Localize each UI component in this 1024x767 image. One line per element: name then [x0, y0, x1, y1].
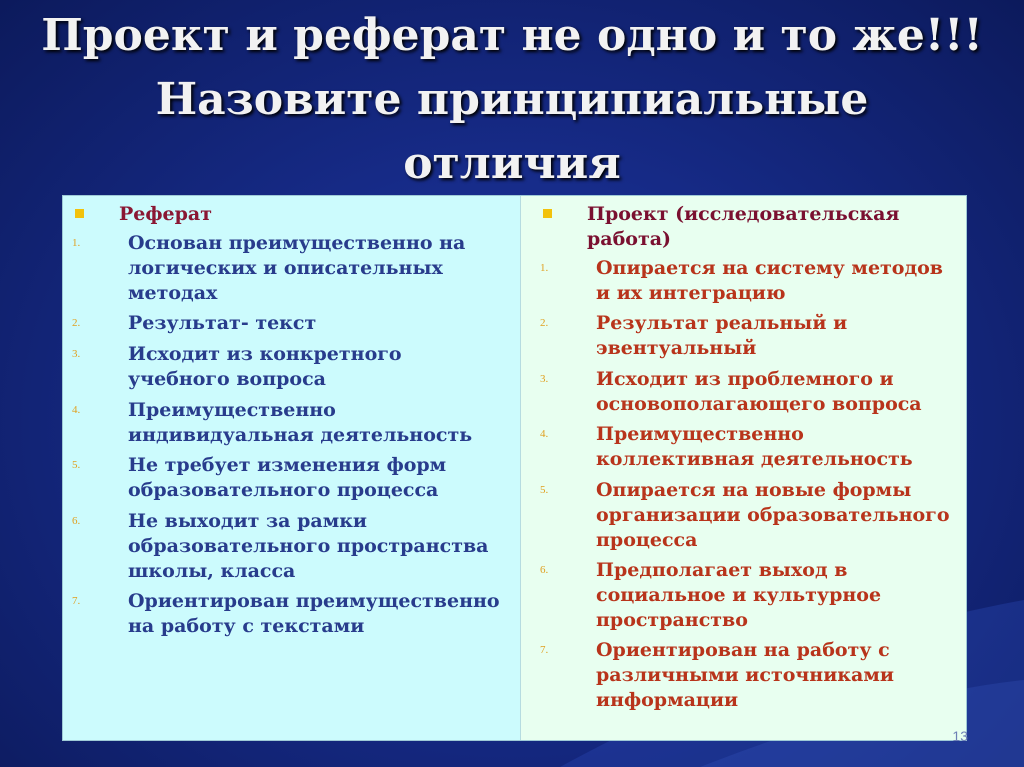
list-item — [531, 311, 961, 361]
list-item — [531, 638, 961, 713]
project-heading-row — [531, 202, 961, 252]
item-text: Опирается на систему методов и их интеграцию — [596, 257, 944, 304]
list-item — [531, 478, 961, 553]
item-number: 4. — [540, 428, 549, 440]
list-item — [63, 231, 503, 306]
item-number: 7. — [540, 644, 549, 656]
item-text: Преимущественно коллективная деятельность — [596, 423, 913, 470]
list-item — [531, 256, 961, 306]
item-text: Исходит из проблемного и основополагающего вопроса — [596, 368, 922, 415]
item-text: Результат- текст — [128, 312, 317, 334]
list-item — [531, 558, 961, 633]
item-text: Не требует изменения форм образовательного процесса — [128, 454, 447, 501]
item-number: 2. — [540, 317, 549, 329]
item-text: Основан преимущественно на логических и описательных методах — [128, 232, 466, 304]
item-number: 1. — [72, 237, 81, 249]
item-text: Преимущественно индивидуальная деятельность — [128, 399, 473, 446]
item-number: 4. — [72, 404, 81, 416]
page-number: 13 — [952, 728, 968, 744]
item-text: Ориентирован преимущественно на работу с текстами — [128, 590, 500, 637]
list-item — [531, 367, 961, 417]
slide-title: Проект и реферат не одно и то же!!! Назовите принципиальные отличия — [41, 10, 983, 189]
list-item — [63, 453, 503, 503]
item-number: 1. — [540, 262, 549, 274]
item-text: Исходит из конкретного учебного вопроса — [128, 343, 402, 390]
essay-column — [63, 196, 521, 740]
list-item — [531, 422, 961, 472]
item-text: Предполагает выход в социальное и культурное пространство — [596, 559, 882, 631]
bullet-icon — [75, 209, 84, 218]
list-item — [63, 311, 503, 336]
item-number: 5. — [540, 484, 549, 496]
list-item — [63, 589, 503, 639]
item-number: 3. — [72, 348, 81, 360]
bullet-icon — [543, 209, 552, 218]
item-text: Ориентирован на работу с различными источниками информации — [596, 639, 894, 711]
item-text: Опирается на новые формы организации образовательного процесса — [596, 479, 950, 551]
list-item — [63, 398, 503, 448]
essay-heading-row — [63, 202, 503, 227]
project-column — [521, 196, 966, 740]
item-text: Не выходит за рамки образовательного пространства школы, класса — [128, 510, 489, 582]
item-number: 6. — [72, 515, 81, 527]
essay-heading: Реферат — [119, 203, 212, 225]
item-number: 3. — [540, 373, 549, 385]
item-number: 6. — [540, 564, 549, 576]
list-item — [63, 342, 503, 392]
item-number: 7. — [72, 595, 81, 607]
item-number: 2. — [72, 317, 81, 329]
list-item — [63, 509, 503, 584]
item-number: 5. — [72, 459, 81, 471]
project-heading: Проект (исследовательская работа) — [587, 203, 900, 250]
item-text: Результат реальный и эвентуальный — [596, 312, 848, 359]
comparison-table — [62, 195, 967, 741]
